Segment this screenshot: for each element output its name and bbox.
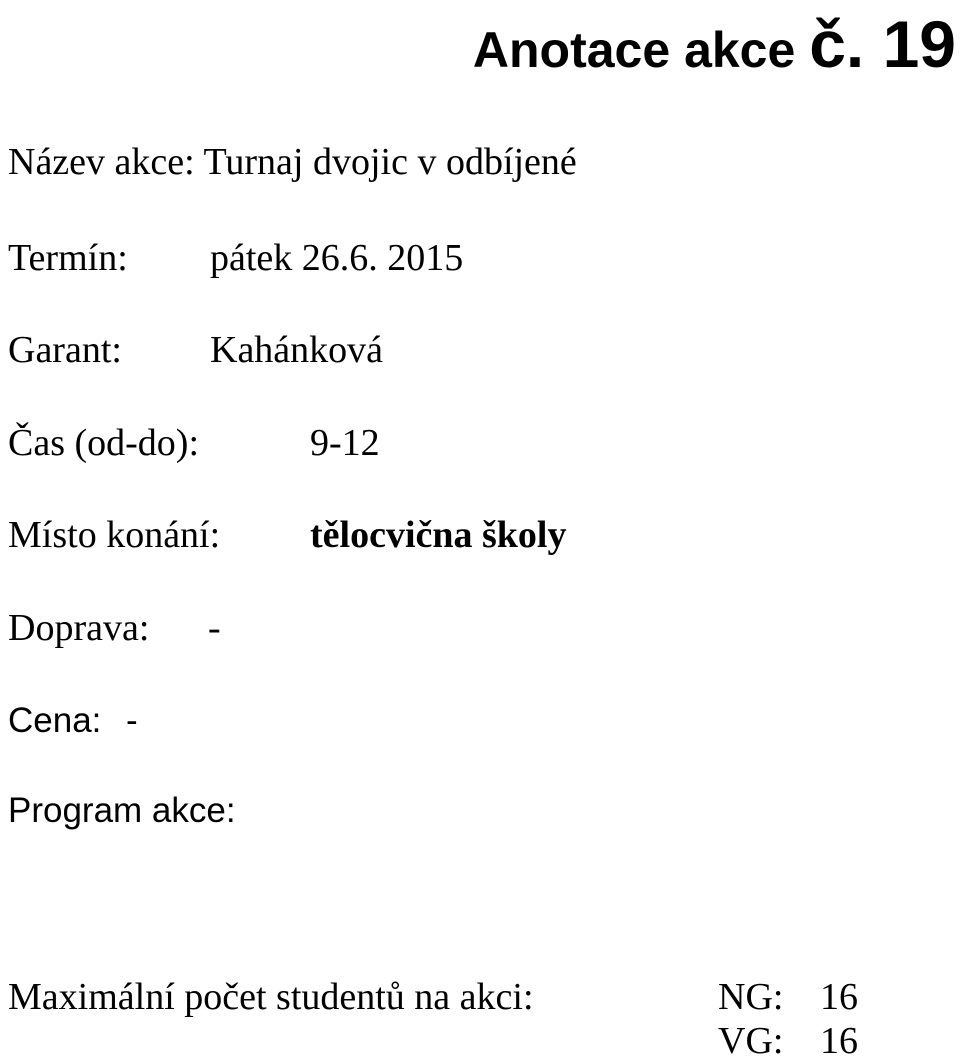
ng-value: 16: [820, 976, 858, 1018]
cas-label: Čas (od-do):: [8, 422, 200, 464]
cena-value: -: [126, 701, 138, 740]
field-nazev: Název akce: Turnaj dvojic v odbíjené: [8, 141, 577, 183]
field-termin: [8, 236, 464, 280]
field-misto: [8, 513, 567, 557]
field-program: Program akce:: [8, 791, 236, 830]
title-prefix: Anotace akce: [472, 22, 796, 78]
field-doprava: [8, 606, 221, 650]
misto-value: tělocvična školy: [310, 514, 567, 556]
capacity-line: [8, 975, 858, 1019]
vg-value: 16: [820, 1020, 858, 1062]
vg-label: VG:: [718, 1020, 784, 1062]
field-cena: [8, 699, 138, 743]
field-cas: [8, 421, 380, 465]
termin-label: Termín:: [8, 237, 128, 279]
doprava-value: -: [208, 607, 221, 649]
cas-value: 9-12: [310, 422, 380, 464]
title-number: č. 19: [809, 7, 956, 81]
capacity-label: Maximální počet studentů na akci:: [8, 976, 534, 1018]
field-garant: [8, 328, 384, 372]
misto-label: Místo konání:: [8, 514, 221, 556]
termin-value: pátek 26.6. 2015: [210, 237, 464, 279]
cena-label: Cena:: [8, 701, 102, 740]
garant-value: Kahánková: [210, 329, 384, 371]
doprava-label: Doprava:: [8, 607, 150, 649]
ng-label: NG:: [718, 976, 784, 1018]
garant-label: Garant:: [8, 329, 122, 371]
page-title: [473, 8, 956, 86]
